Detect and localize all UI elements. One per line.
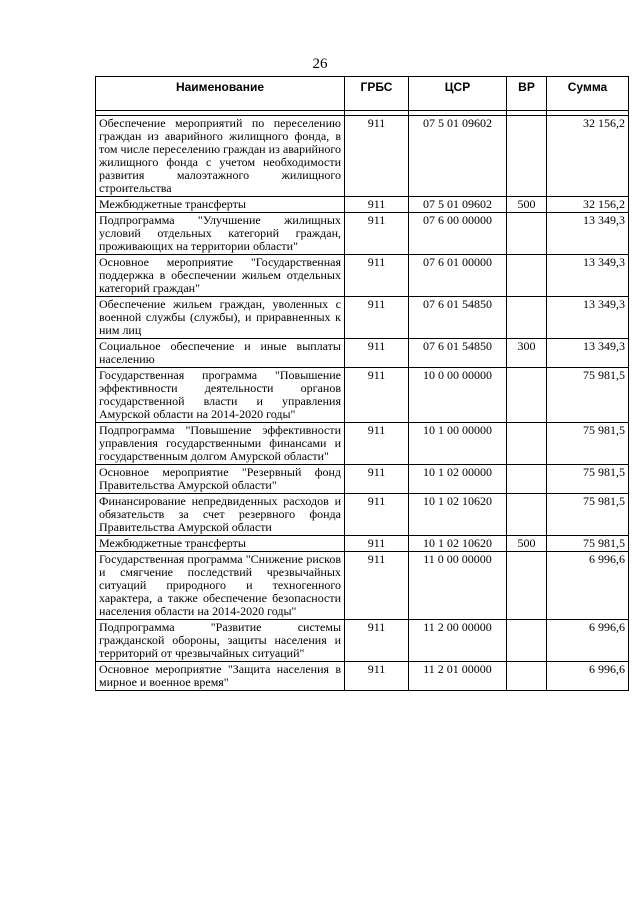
cell-sum: 75 981,5 (547, 465, 629, 494)
cell-vr (507, 423, 547, 465)
cell-grbs: 911 (345, 255, 409, 297)
cell-name: Социальное обеспечение и иные выплаты населению (96, 339, 345, 368)
cell-csr: 10 1 02 10620 (409, 494, 507, 536)
cell-vr (507, 494, 547, 536)
cell-sum: 13 349,3 (547, 297, 629, 339)
cell-name: Финансирование непредвиденных расходов и обязательств за счет резервного фонда Правительства Амурской области (96, 494, 345, 536)
header-sum: Сумма (547, 77, 629, 111)
cell-sum: 6 996,6 (547, 552, 629, 620)
cell-csr: 11 2 00 00000 (409, 620, 507, 662)
table-row (96, 494, 629, 536)
cell-vr (507, 620, 547, 662)
page-number: 26 (312, 56, 328, 72)
cell-sum: 32 156,2 (547, 116, 629, 197)
table-row (96, 536, 629, 552)
cell-vr: 500 (507, 197, 547, 213)
table-row (96, 213, 629, 255)
cell-name: Обеспечение мероприятий по переселению граждан из аварийного жилищного фонда, в том числе переселению граждан из аварийного жилищного фонда с учетом необходимости развития малоэтажного жилищного строительства (96, 116, 345, 197)
header-csr: ЦСР (409, 77, 507, 111)
cell-grbs: 911 (345, 297, 409, 339)
header-grbs: ГРБС (345, 77, 409, 111)
cell-csr: 10 1 00 00000 (409, 423, 507, 465)
header-vr: ВР (507, 77, 547, 111)
budget-table (95, 76, 629, 691)
table-row (96, 116, 629, 197)
cell-sum: 75 981,5 (547, 368, 629, 423)
table-row (96, 339, 629, 368)
cell-name: Обеспечение жильем граждан, уволенных с военной службы (службы), и приравненных к ним лиц (96, 297, 345, 339)
cell-vr (507, 213, 547, 255)
cell-vr (507, 297, 547, 339)
cell-vr: 500 (507, 536, 547, 552)
cell-csr: 11 0 00 00000 (409, 552, 507, 620)
cell-name: Основное мероприятие "Защита населения в мирное и военное время" (96, 662, 345, 691)
cell-grbs: 911 (345, 368, 409, 423)
cell-grbs: 911 (345, 197, 409, 213)
cell-name: Межбюджетные трансферты (96, 536, 345, 552)
table-row (96, 662, 629, 691)
table-row (96, 197, 629, 213)
cell-csr: 10 1 02 00000 (409, 465, 507, 494)
cell-csr: 07 6 01 00000 (409, 255, 507, 297)
cell-name: Подпрограмма "Улучшение жилищных условий отдельных категорий граждан, проживающих на территории области" (96, 213, 345, 255)
cell-csr: 11 2 01 00000 (409, 662, 507, 691)
cell-csr: 07 5 01 09602 (409, 116, 507, 197)
cell-sum: 6 996,6 (547, 662, 629, 691)
cell-vr (507, 552, 547, 620)
cell-csr: 07 5 01 09602 (409, 197, 507, 213)
cell-grbs: 911 (345, 339, 409, 368)
cell-grbs: 911 (345, 620, 409, 662)
table-row (96, 255, 629, 297)
cell-name: Межбюджетные трансферты (96, 197, 345, 213)
cell-sum: 6 996,6 (547, 620, 629, 662)
cell-csr: 10 0 00 00000 (409, 368, 507, 423)
table-row (96, 423, 629, 465)
cell-grbs: 911 (345, 423, 409, 465)
cell-sum: 75 981,5 (547, 423, 629, 465)
cell-name: Подпрограмма "Повышение эффективности управления государственными финансами и государственным долгом Амурской области" (96, 423, 345, 465)
cell-csr: 07 6 01 54850 (409, 339, 507, 368)
table-row (96, 620, 629, 662)
cell-sum: 32 156,2 (547, 197, 629, 213)
cell-sum: 13 349,3 (547, 213, 629, 255)
cell-name: Основное мероприятие "Резервный фонд Правительства Амурской области" (96, 465, 345, 494)
cell-grbs: 911 (345, 552, 409, 620)
table-body (96, 111, 629, 691)
cell-grbs: 911 (345, 213, 409, 255)
cell-grbs: 911 (345, 494, 409, 536)
cell-csr: 07 6 01 54850 (409, 297, 507, 339)
cell-vr (507, 662, 547, 691)
cell-grbs: 911 (345, 116, 409, 197)
cell-name: Государственная программа "Снижение рисков и смягчение последствий чрезвычайных ситуаций природного и техногенного характера, а также обеспечение безопасности населения области на 2014-2020 годы" (96, 552, 345, 620)
cell-vr (507, 255, 547, 297)
cell-csr: 07 6 00 00000 (409, 213, 507, 255)
table-row (96, 297, 629, 339)
cell-name: Основное мероприятие "Государственная поддержка в обеспечении жильем отдельных категорий граждан" (96, 255, 345, 297)
cell-sum: 13 349,3 (547, 255, 629, 297)
cell-sum: 13 349,3 (547, 339, 629, 368)
table-row (96, 368, 629, 423)
cell-csr: 10 1 02 10620 (409, 536, 507, 552)
header-name: Наименование (96, 77, 345, 111)
cell-vr: 300 (507, 339, 547, 368)
cell-grbs: 911 (345, 536, 409, 552)
cell-sum: 75 981,5 (547, 536, 629, 552)
cell-grbs: 911 (345, 662, 409, 691)
cell-grbs: 911 (345, 465, 409, 494)
cell-vr (507, 368, 547, 423)
cell-name: Подпрограмма "Развитие системы гражданской обороны, защиты населения и территорий от чрезвычайных ситуаций" (96, 620, 345, 662)
table-row (96, 465, 629, 494)
table-header-row (96, 77, 629, 111)
cell-sum: 75 981,5 (547, 494, 629, 536)
cell-vr (507, 116, 547, 197)
cell-vr (507, 465, 547, 494)
cell-name: Государственная программа "Повышение эффективности деятельности органов государственной власти и управления Амурской области на 2014-2020 годы" (96, 368, 345, 423)
table-row (96, 552, 629, 620)
